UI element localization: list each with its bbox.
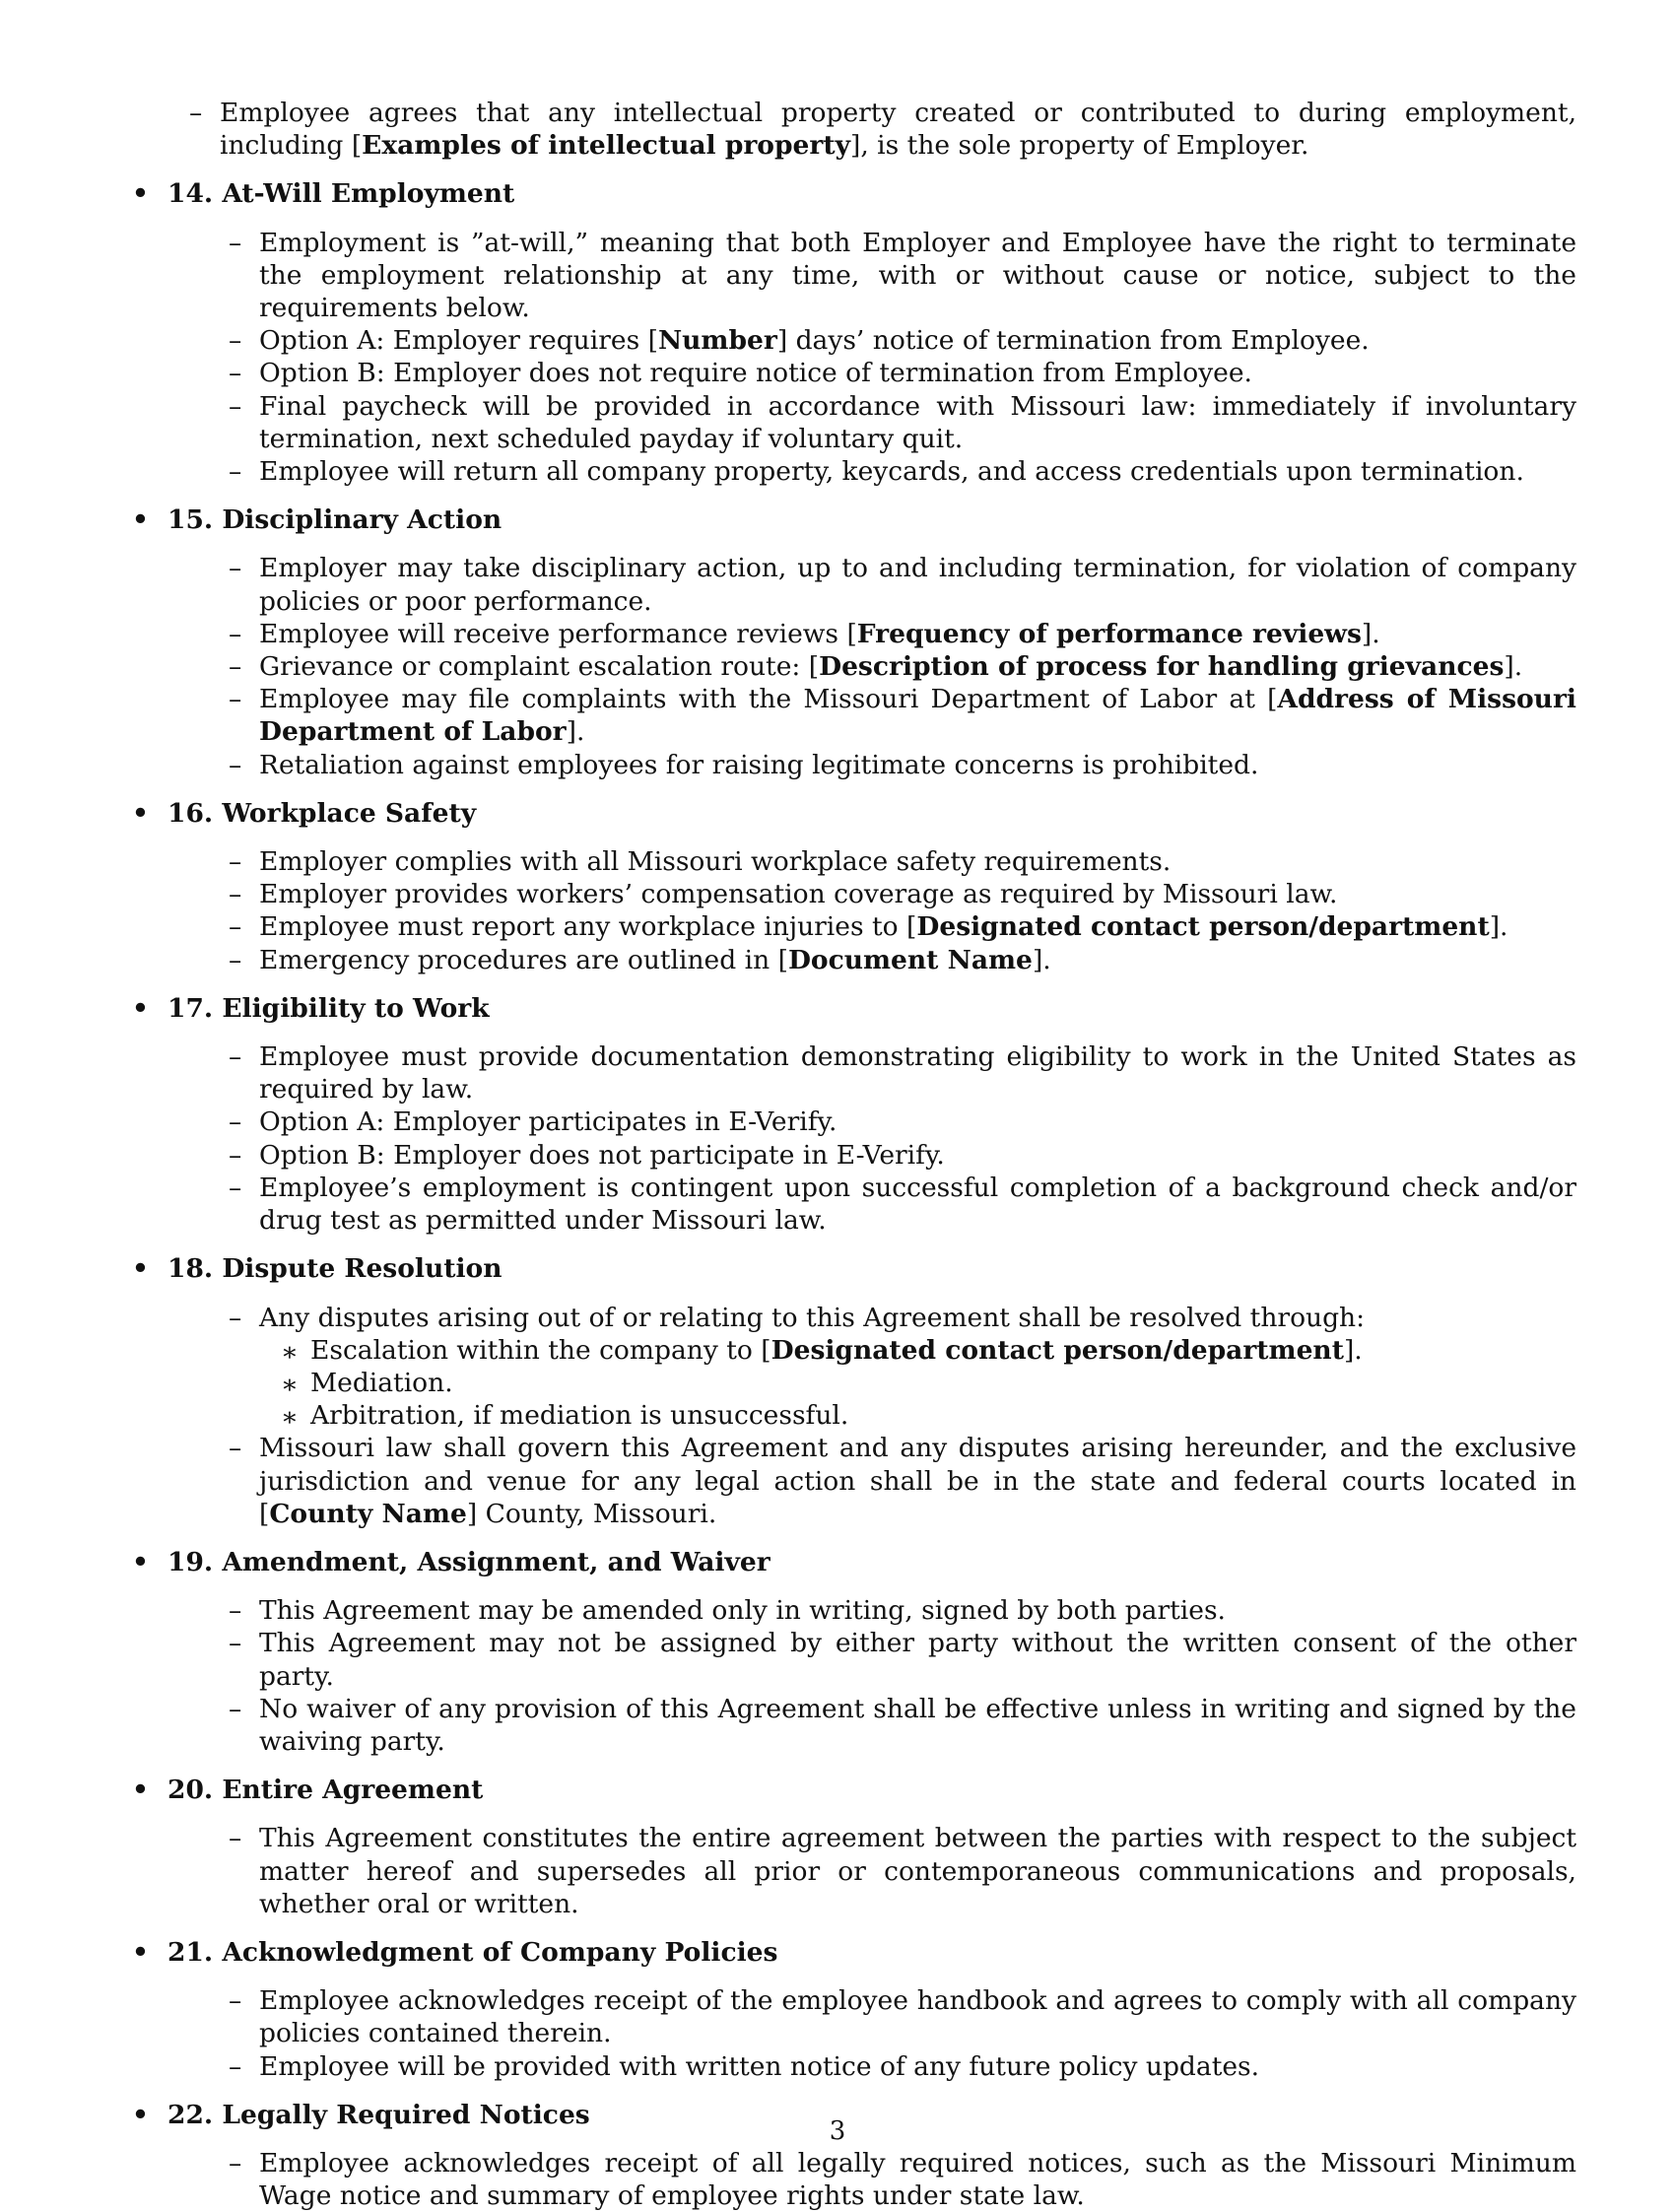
item-text (259, 1303, 1365, 1333)
text-segment: Employee agrees that any intellectual property created or contributed to during employment, including [ (220, 98, 1576, 162)
item-text (259, 684, 1576, 747)
text-segment: This Agreement may be amended only in writing, signed by both parties. (259, 1595, 1226, 1627)
text-segment: Option A: Employer requires [ (259, 325, 658, 357)
dash-marker: – (229, 1302, 242, 1333)
section-items (229, 1040, 1576, 1237)
section-items (229, 1822, 1576, 1920)
text-segment: Final paycheck will be provided in accordance with Missouri law: immediately if involuntary termination, next scheduled payday if voluntary quit. (259, 390, 1576, 454)
list-item (229, 2147, 1576, 2212)
list-item (229, 910, 1576, 943)
list-item (229, 944, 1576, 976)
dash-marker: – (229, 618, 242, 649)
list-item (229, 455, 1576, 488)
section-items (229, 2147, 1576, 2212)
list-item (229, 1984, 1576, 2049)
dash-marker: – (229, 2147, 242, 2178)
item-text (259, 651, 1522, 682)
list-item (229, 552, 1576, 617)
dash-marker: – (229, 1595, 242, 1627)
text-segment: Option A: Employer participates in E-Verify. (259, 1106, 838, 1138)
text-segment: Employer may take disciplinary action, up to and including termination, for violation of company policies or poor performance. (259, 553, 1576, 617)
list-item (229, 683, 1576, 748)
dash-marker: – (229, 1628, 242, 1659)
dash-marker: – (229, 651, 242, 683)
section-items (229, 1984, 1576, 2083)
section-heading: 19. Amendment, Assignment, and Waiver (168, 1546, 770, 1577)
section-heading: 15. Disciplinary Action (168, 504, 502, 536)
placeholder-field: Address of Missouri Department of Labor (259, 684, 1576, 748)
item-text (259, 945, 1051, 975)
dash-marker: – (229, 684, 242, 715)
list-item (229, 1822, 1576, 1920)
bullet-marker: • (132, 178, 149, 210)
dash-marker: – (229, 911, 242, 943)
list-item (229, 2050, 1576, 2083)
list-item (229, 357, 1576, 389)
bullet-marker: • (132, 1936, 149, 1968)
text-segment: This Agreement constitutes the entire agreement between the parties with respect to the subject matter hereof and supersedes all prior or contemporaneous communications and proposals, whether oral or written. (259, 1823, 1576, 1919)
text-segment: No waiver of any provision of this Agreement shall be effective unless in writing and signed by the waiving party. (259, 1693, 1576, 1757)
section-items (229, 227, 1576, 489)
item-text (259, 2051, 1259, 2082)
text-segment: Employer complies with all Missouri workplace safety requirements. (259, 846, 1172, 878)
item-text (259, 1628, 1576, 1691)
bullet-marker: • (132, 992, 149, 1024)
sub-list-item (281, 1334, 1576, 1367)
text-segment: ]. (1361, 618, 1380, 649)
sub-item-text (310, 1400, 848, 1431)
list-item (229, 324, 1576, 357)
item-text (259, 911, 1508, 942)
section-items (229, 1302, 1576, 1530)
text-segment: Mediation. (310, 1367, 453, 1398)
list-item (229, 1432, 1576, 1530)
dash-marker: – (229, 456, 242, 488)
placeholder-field: Designated contact person/department (916, 911, 1490, 943)
list-item (229, 618, 1576, 650)
section-heading: 21. Acknowledgment of Company Policies (168, 1936, 778, 1968)
placeholder-field: Frequency of performance reviews (856, 618, 1362, 649)
text-segment: Any disputes arising out of or relating to this Agreement shall be resolved through: (259, 1302, 1366, 1333)
item-text (259, 1041, 1576, 1105)
section-heading: 14. At-Will Employment (168, 178, 515, 210)
list-item (229, 227, 1576, 325)
text-segment: Employee acknowledges receipt of the employee handbook and agrees to comply with all company policies contained therein. (259, 1985, 1576, 2049)
text-segment: Emergency procedures are outlined in [ (259, 944, 788, 975)
section (128, 992, 1576, 1237)
dash-marker: – (229, 879, 242, 910)
list-item (229, 650, 1576, 683)
sub-item-text (310, 1335, 1363, 1366)
section-heading: 22. Legally Required Notices (168, 2099, 590, 2130)
section-heading: 17. Eligibility to Work (168, 992, 490, 1024)
placeholder-field: County Name (269, 1498, 467, 1529)
dash-marker: – (229, 358, 242, 389)
section (128, 503, 1576, 781)
dash-marker: – (229, 846, 242, 878)
item-text (259, 456, 1524, 487)
text-segment: Employment is ”at-will,” meaning that both Employer and Employee have the right to terminate the employment relationship at any time, with or without cause or notice, subject to the requirements below. (259, 227, 1576, 324)
text-segment: ]. (1032, 944, 1051, 975)
bullet-marker: • (132, 1253, 149, 1285)
list-item (229, 1627, 1576, 1692)
item-text (259, 1433, 1576, 1528)
placeholder-field: Number (657, 325, 777, 357)
text-segment: Missouri law shall govern this Agreement and any disputes arising hereunder, and the exclusive jurisdiction and venue for any legal action shall be in the state and federal courts located in [ (259, 1433, 1576, 1529)
text-segment: Option B: Employer does not require notice of termination from Employee. (259, 358, 1252, 389)
sub-list-item (281, 1399, 1576, 1432)
asterisk-marker: ∗ (281, 1369, 300, 1400)
text-segment: Grievance or complaint escalation route: [ (259, 651, 820, 683)
text-segment: ] County, Missouri. (466, 1498, 717, 1529)
text-segment: Option B: Employer does not participate in E-Verify. (259, 1139, 945, 1171)
list-item (189, 97, 1576, 162)
dash-marker: – (229, 944, 242, 975)
text-segment: ]. (1343, 1334, 1363, 1366)
item-text (259, 1985, 1576, 2048)
text-segment: Retaliation against employees for raising legitimate concerns is prohibited. (259, 749, 1259, 780)
dash-marker: – (229, 553, 242, 584)
section-heading: 16. Workplace Safety (168, 797, 477, 829)
document-body (128, 97, 1576, 2212)
section (128, 1936, 1576, 2083)
list-item (229, 878, 1576, 910)
bullet-marker: • (132, 1775, 149, 1806)
dash-marker: – (229, 749, 242, 780)
item-text (259, 553, 1576, 616)
item-text (220, 98, 1576, 161)
text-segment: This Agreement may not be assigned by either party without the written consent of the other party. (259, 1628, 1576, 1692)
dash-marker: – (229, 1433, 242, 1464)
text-segment: ] days’ notice of termination from Employee. (776, 325, 1370, 357)
item-text (259, 1595, 1226, 1626)
item-text (259, 2148, 1576, 2211)
text-segment: Arbitration, if mediation is unsuccessful. (310, 1400, 849, 1432)
text-segment: ]. (1489, 911, 1508, 943)
text-segment: Employer provides workers’ compensation coverage as required by Missouri law. (259, 879, 1338, 910)
section-items (229, 1594, 1576, 1758)
list-item (229, 1302, 1576, 1433)
text-segment: Employee must report any workplace injuries to [ (259, 911, 917, 943)
list-item (229, 1594, 1576, 1627)
section-heading: 18. Dispute Resolution (168, 1253, 502, 1285)
dash-marker: – (229, 390, 242, 422)
asterisk-marker: ∗ (281, 1402, 300, 1434)
dash-marker: – (229, 1172, 242, 1203)
bullet-marker: • (132, 1546, 149, 1577)
bullet-marker: • (132, 797, 149, 829)
placeholder-field: Document Name (787, 944, 1033, 975)
list-item (229, 1172, 1576, 1237)
text-segment: Employee acknowledges receipt of all legally required notices, such as the Missouri Minimum Wage notice and summary of employee rights under state law. (259, 2147, 1576, 2212)
text-segment: Employee’s employment is contingent upon successful completion of a background check and/or drug test as permitted under Missouri law. (259, 1172, 1576, 1237)
dash-marker: – (229, 1693, 242, 1724)
text-segment: Employee will be provided with written notice of any future policy updates. (259, 2050, 1260, 2082)
dash-marker: – (229, 1985, 242, 2017)
bullet-marker: • (132, 504, 149, 536)
section-list (128, 177, 1576, 2212)
dash-marker: – (229, 1106, 242, 1138)
list-item (229, 1139, 1576, 1172)
list-item (229, 1693, 1576, 1758)
section (128, 1252, 1576, 1530)
item-text (259, 325, 1370, 356)
item-text (259, 1173, 1576, 1236)
section (128, 797, 1576, 976)
list-item (229, 845, 1576, 878)
item-text (259, 1694, 1576, 1757)
continued-section-items (189, 97, 1576, 162)
text-segment: ]. (566, 716, 585, 748)
page-number: 3 (829, 2116, 846, 2146)
dash-marker: – (189, 98, 203, 128)
section (128, 1774, 1576, 1920)
dash-marker: – (229, 325, 242, 357)
placeholder-field: Description of process for handling grievances (819, 651, 1505, 683)
list-item (229, 390, 1576, 455)
item-text (259, 391, 1576, 454)
dash-marker: – (229, 227, 242, 258)
dash-marker: – (229, 1823, 242, 1854)
text-segment: Escalation within the company to [ (310, 1334, 771, 1366)
text-segment: Employee must provide documentation demonstrating eligibility to work in the United States as required by law. (259, 1041, 1576, 1106)
item-text (259, 1823, 1576, 1918)
item-text (259, 750, 1258, 780)
text-segment: ], is the sole property of Employer. (849, 130, 1309, 162)
dash-marker: – (229, 2050, 242, 2082)
dash-marker: – (229, 1139, 242, 1171)
item-text (259, 846, 1171, 877)
text-segment: ]. (1504, 651, 1523, 683)
item-text (259, 619, 1380, 649)
sub-list-item (281, 1367, 1576, 1399)
dash-marker: – (229, 1041, 242, 1073)
item-text (259, 879, 1337, 909)
section (128, 177, 1576, 488)
asterisk-marker: ∗ (281, 1336, 300, 1368)
text-segment: Employee will receive performance reviews [ (259, 618, 857, 649)
text-segment: Employee may file complaints with the Missouri Department of Labor at [ (259, 684, 1278, 715)
section-items (229, 552, 1576, 780)
item-text (259, 228, 1576, 323)
list-item (229, 749, 1576, 781)
section-items (229, 845, 1576, 976)
bullet-marker: • (132, 2099, 149, 2130)
text-segment: Employee will return all company property, keycards, and access credentials upon termination. (259, 456, 1524, 488)
list-item (229, 1040, 1576, 1106)
item-text (259, 1106, 837, 1137)
list-item (229, 1106, 1576, 1138)
item-text (259, 1140, 945, 1171)
item-text (259, 358, 1252, 388)
sub-list (281, 1334, 1576, 1433)
placeholder-field: Examples of intellectual property (362, 130, 850, 162)
section-heading: 20. Entire Agreement (168, 1775, 484, 1806)
sub-item-text (310, 1368, 453, 1398)
placeholder-field: Designated contact person/department (770, 1334, 1344, 1366)
section (128, 1546, 1576, 1758)
